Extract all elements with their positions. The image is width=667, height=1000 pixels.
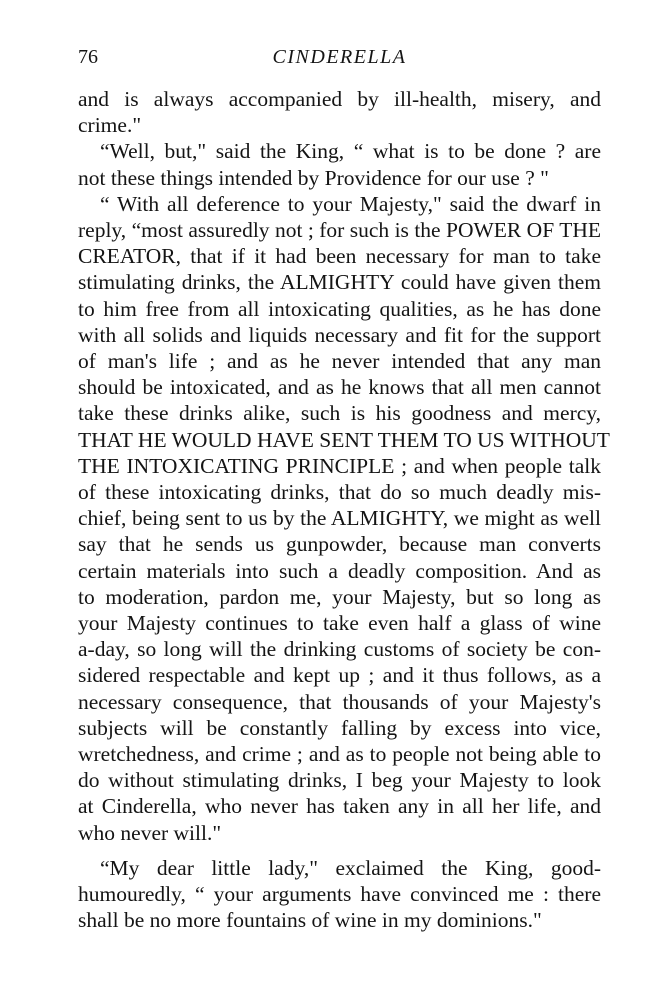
paragraph: [78, 191, 610, 846]
text-line: “My dear little lady," exclaimed the King, good-: [100, 855, 601, 880]
text-line: to him free from all intoxicating qualities, as he has done: [78, 296, 601, 321]
text-line: CREATOR, that if it had been necessary for man to take: [78, 244, 601, 269]
text-line: crime.": [78, 113, 142, 138]
text-line: certain materials into such a deadly composition. And as: [78, 558, 601, 583]
paragraph: [78, 855, 601, 934]
page-body: [78, 86, 610, 934]
paragraph: [78, 86, 601, 138]
text-line: do without stimulating drinks, I beg your Majesty to look: [78, 768, 601, 793]
text-line: and is always accompanied by ill-health, misery, and: [78, 87, 601, 111]
text-line: “ With all deference to your Majesty," said the dwarf in: [100, 191, 601, 216]
text-line: take these drinks alike, such is his goodness and mercy,: [78, 401, 601, 426]
text-line: of these intoxicating drinks, that do so much deadly mis-: [78, 480, 601, 505]
text-line: not these things intended by Providence for our use ? ": [78, 165, 549, 190]
text-line: of man's life ; and as he never intended that any man: [78, 349, 601, 374]
text-line: who never will.": [78, 820, 222, 845]
text-line: your Majesty continues to take even half a glass of wine: [78, 611, 601, 636]
text-line: wretchedness, and crime ; and as to people not being able to: [78, 742, 601, 767]
text-line: a-day, so long will the drinking customs of society be con-: [78, 637, 601, 662]
text-line: shall be no more fountains of wine in my dominions.": [78, 908, 542, 933]
text-line: humouredly, “ your arguments have convinced me : there: [78, 882, 601, 907]
text-line: say that he sends us gunpowder, because man converts: [78, 532, 601, 557]
text-line: should be intoxicated, and as he knows that all men cannot: [78, 375, 601, 400]
text-line: necessary consequence, that thousands of your Majesty's: [78, 689, 601, 714]
text-line: THE INTOXICATING PRINCIPLE ; and when people talk: [78, 453, 601, 478]
page-number: 76: [78, 46, 98, 68]
running-title: CINDERELLA: [272, 46, 407, 68]
page-header: [78, 46, 601, 76]
text-line: reply, “most assuredly not ; for such is the POWER OF THE: [78, 218, 601, 243]
text-line: with all solids and liquids necessary and fit for the support: [78, 322, 601, 347]
text-line: subjects will be constantly falling by excess into vice,: [78, 715, 601, 740]
text-line: to moderation, pardon me, your Majesty, but so long as: [78, 584, 601, 609]
text-line: THAT HE WOULD HAVE SENT THEM TO US WITHOUT: [78, 427, 610, 452]
text-line: stimulating drinks, the ALMIGHTY could have given them: [78, 270, 601, 295]
text-line: “Well, but," said the King, “ what is to be done ? are: [100, 139, 601, 164]
paragraph: [78, 138, 601, 190]
text-line: sidered respectable and kept up ; and it thus follows, as a: [78, 663, 601, 688]
text-line: chief, being sent to us by the ALMIGHTY, we might as well: [78, 506, 601, 531]
text-line: at Cinderella, who never has taken any in all her life, and: [78, 794, 601, 819]
